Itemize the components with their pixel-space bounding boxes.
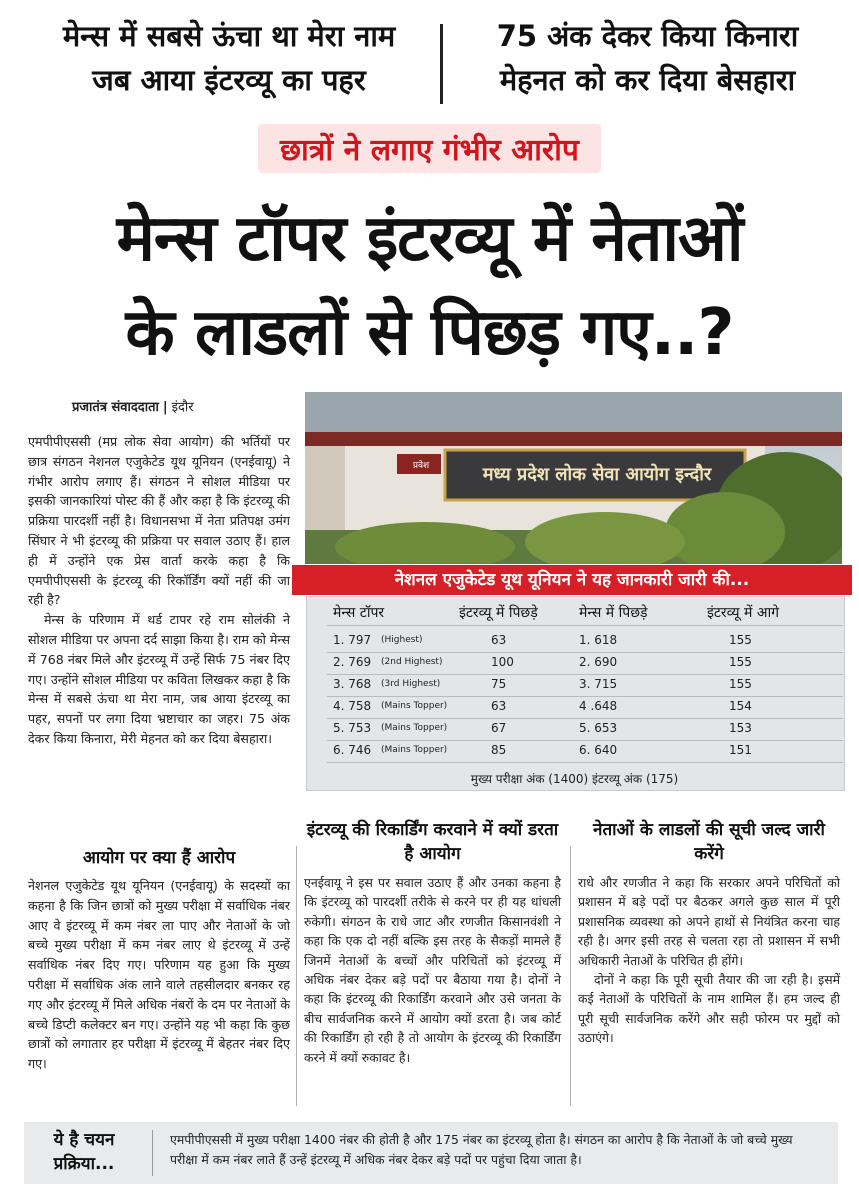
section2-text: एनईवायू ने इस पर सवाल उठाए हैं और उनका कहना है कि इंटरव्यू को पारदर्शी तरीके से करने पर ही यह धांधली रुकेगी। संगठन के राधे जाट और रणजीत किसानवंशी ने कहा कि एक दो नहीं बल्कि इस तरह के सैकड़ों मामले हैं जिनमें नेताओं के बच्चों और परिचितों को इंटरव्यू में अधिक नंबर देकर बड़े पदों पर बैठाया गया है। दोनों ने कहा कि इंटरव्यू की रिकार्डिंग करवाने और उसे जनता के बीच सार्वजनिक करने में आयोग क्यों डरता है। जब कोर्ट की रिकार्डिंग हो रही है तो आयोग के इंटरव्यू की रिकार्डिंग करने में क्यों रुकावट है। bbox=[304, 875, 561, 1065]
couplet-right-line1: 75 अंक देकर किया किनारा bbox=[496, 19, 799, 53]
table-cell-rank-tag: (3rd Highest) bbox=[381, 679, 441, 689]
column-divider bbox=[570, 846, 571, 1106]
table-header-interview-ahead: इंटरव्यू में आगे bbox=[707, 605, 780, 621]
commission-building-photo bbox=[305, 392, 842, 564]
table-cell-rank-tag: (Mains Topper) bbox=[381, 745, 448, 755]
table-cell-mains: 1. 797 bbox=[333, 633, 372, 647]
table-cell-lag: 2. 690 bbox=[579, 655, 618, 669]
couplet-divider bbox=[440, 24, 443, 104]
table-cell-mains: 5. 753 bbox=[333, 721, 372, 735]
table-header-mains-topper: मेन्स टॉपर bbox=[333, 605, 385, 621]
table-cell-lag: 1. 618 bbox=[579, 633, 618, 647]
table-row-rule bbox=[327, 762, 843, 763]
table-footnote: मुख्य परीक्षा अंक (1400) इंटरव्यू अंक (175) bbox=[470, 772, 679, 786]
article-paragraph: एमपीपीएससी (मप्र लोक सेवा आयोग) की भर्तियों पर छात्र संगठन नेशनल एजुकेटेड यूथ यूनियन (एनईवायू) ने गंभीर आरोप लगाए हैं। संगठन ने सोशल मीडिया पर इसकी जानकारियां पोस्ट की हैं और कहा है कि इंटरव्यू की प्रक्रिया पारदर्शी नहीं है। विधानसभा में नेता प्रतिपक्ष उमंग सिंघार ने भी इंटरव्यू की प्रक्रिया पर सवाल उठाए हैं। हाल ही में उन्होंने एक प्रेस वार्ता करके कहा है कि एमपीपीएससी के इंटरव्यू की रिकॉर्डिंग क्यों नहीं की जा रही है? bbox=[28, 434, 290, 608]
table-row-rule bbox=[327, 652, 843, 653]
table-row-rule bbox=[327, 696, 843, 697]
table-header-rule bbox=[327, 625, 843, 626]
table-row-rule bbox=[327, 718, 843, 719]
footer-divider bbox=[152, 1130, 153, 1176]
section1-text: नेशनल एजुकेटेड यूथ यूनियन (एनईवायू) के सदस्यों का कहना है कि जिन छात्रों को मुख्य परीक्षा में सर्वाधिक नंबर आए वे इंटरव्यू में कम नंबर ला पाए और नेताओं के जो बच्चे मुख्य परीक्षा में कम नंबर लाए थे इंटरव्यू में उन्हें सर्वाधिक नंबर दिए गए। परिणाम यह हुआ कि मुख्य परीक्षा में सर्वाधिक अंक लाने वाले तहसीलदार बनकर रह गए और इंटरव्यू में मिले अधिक नंबरों के दम पर नेताओं के बच्चे डिप्टी कलेक्टर बन गए। उन्होंने यह भी कहा कि कुछ छात्रों को लगातार हर परीक्षा में इंटरव्यू में बेहतर नंबर दिए गए। bbox=[28, 878, 290, 1072]
table-cell-lag: 5. 653 bbox=[579, 721, 618, 735]
byline-source: प्रजातंत्र संवाददाता bbox=[72, 400, 159, 415]
section2-body bbox=[304, 873, 561, 1067]
couplet-left-line2: जब आया इंटरव्यू का पहर bbox=[92, 63, 366, 97]
section2-heading: इंटरव्यू की रिकार्डिंग करवाने में क्यों डरता है आयोग bbox=[306, 820, 559, 864]
table-row-rule bbox=[327, 740, 843, 741]
selection-process-label: ये है चयन प्रक्रिया... bbox=[53, 1130, 115, 1174]
table-cell-rank-tag: (Mains Topper) bbox=[381, 701, 448, 711]
table-cell-interview: 85 bbox=[491, 743, 507, 757]
table-cell-rank-tag: (Highest) bbox=[381, 635, 423, 645]
table-row-rule bbox=[327, 674, 843, 675]
table-cell-mains: 6. 746 bbox=[333, 743, 372, 757]
table-cell-interview: 67 bbox=[491, 721, 507, 735]
table-cell-rank-tag: (2nd Highest) bbox=[381, 657, 443, 667]
article-col1 bbox=[28, 432, 290, 749]
table-cell-lag: 4 .648 bbox=[579, 699, 618, 713]
byline bbox=[72, 397, 194, 415]
table-cell-ahead: 153 bbox=[729, 721, 752, 735]
column-divider bbox=[296, 846, 297, 1106]
table-cell-ahead: 154 bbox=[729, 699, 752, 713]
section3-body bbox=[578, 873, 840, 1048]
article-paragraph: मेन्स के परिणाम में थर्ड टापर रहे राम सोलंकी ने सोशल मीडिया पर अपना दर्द साझा किया है। राम को मेन्स में 768 नंबर मिले और इंटरव्यू में उन्हें सिर्फ 75 नंबर दिए गए। उन्होंने सोशल मीडिया पर कविता लिखकर कहा है कि मेन्स में सबसे ऊंचा था मेरा नाम, जब आया इंटरव्यू का पहर, सपनों पर लगा दिया भ्रष्टाचार का जहर। 75 अंक देकर किया किनारा, मेरी मेहनत को कर दिया बेसहारा। bbox=[28, 612, 290, 746]
table-header-mains-lag: मेन्स में पिछड़े bbox=[579, 605, 648, 621]
table-cell-mains: 3. 768 bbox=[333, 677, 372, 691]
table-cell-interview: 75 bbox=[491, 677, 507, 691]
table-cell-mains: 2. 769 bbox=[333, 655, 372, 669]
section3-heading: नेताओं के लाडलों की सूची जल्द जारी करेंगे bbox=[593, 820, 825, 864]
marks-table bbox=[306, 596, 845, 791]
couplet-right-line2: मेहनत को कर दिया बेसहारा bbox=[499, 63, 796, 97]
section1-body bbox=[28, 876, 290, 1074]
section1-heading: आयोग पर क्या हैं आरोप bbox=[82, 848, 236, 868]
table-cell-interview: 100 bbox=[491, 655, 514, 669]
table-cell-ahead: 155 bbox=[729, 633, 752, 647]
selection-process-text: एमपीपीएससी में मुख्य परीक्षा 1400 नंबर की होती है और 175 नंबर का इंटरव्यू होता है। संगठन का आरोप है कि नेताओं के जो बच्चे मुख्य परीक्षा में कम नंबर लाते हैं उन्हें इंटरव्यू में अधिक नंबर देकर बड़े पदों पर पहुंचा दिया जाता है। bbox=[170, 1132, 793, 1167]
photo-sign-text: मध्य प्रदेश लोक सेवा आयोग इन्दौर bbox=[482, 464, 712, 485]
kicker-text: छात्रों ने लगाए गंभीर आरोप bbox=[258, 124, 601, 173]
couplet-left-line1: मेन्स में सबसे ऊंचा था मेरा नाम bbox=[62, 19, 396, 53]
headline-line2: के लाडलों से पिछड़ गए..? bbox=[125, 296, 734, 370]
table-cell-lag: 6. 640 bbox=[579, 743, 618, 757]
table-cell-mains: 4. 758 bbox=[333, 699, 372, 713]
table-header-interview-lag: इंटरव्यू में पिछड़े bbox=[459, 605, 538, 621]
table-cell-lag: 3. 715 bbox=[579, 677, 618, 691]
info-banner: नेशनल एजुकेटेड यूथ यूनियन ने यह जानकारी जारी की... bbox=[292, 565, 852, 595]
table-cell-ahead: 151 bbox=[729, 743, 752, 757]
couplet-right bbox=[450, 14, 845, 102]
kicker bbox=[0, 124, 859, 173]
table-cell-ahead: 155 bbox=[729, 677, 752, 691]
headline-line1: मेन्स टॉपर इंटरव्यू में नेताओं bbox=[116, 202, 743, 276]
byline-city: इंदौर bbox=[171, 400, 194, 415]
couplet-left bbox=[24, 14, 434, 102]
table-cell-ahead: 155 bbox=[729, 655, 752, 669]
photo-small-sign: प्रवेश bbox=[412, 461, 430, 471]
table-cell-rank-tag: (Mains Topper) bbox=[381, 723, 448, 733]
byline-separator: | bbox=[162, 400, 168, 415]
section3-paragraph: राधे और रणजीत ने कहा कि सरकार अपने परिचितों को प्रशासन में बड़े पदों पर बैठकर अगले कुछ साल में पूरी प्रशासनिक व्यवस्था को अपने हाथों से नियंत्रित करना चाह रही है। अगर इसी तरह से चलता रहा तो प्रशासन में सभी अधिकारी नेताओं के परिचित ही होंगे। bbox=[578, 875, 840, 968]
table-cell-interview: 63 bbox=[491, 633, 507, 647]
section3-paragraph: दोनों ने कहा कि पूरी सूची तैयार की जा रही है। इसमें कई नेताओं के परिचितों के नाम शामिल हैं। हम जल्द ही पूरी सूची सार्वजनिक करेंगे और सही फोरम पर मुद्दों को उठाएंगे। bbox=[578, 972, 840, 1046]
table-cell-interview: 63 bbox=[491, 699, 507, 713]
